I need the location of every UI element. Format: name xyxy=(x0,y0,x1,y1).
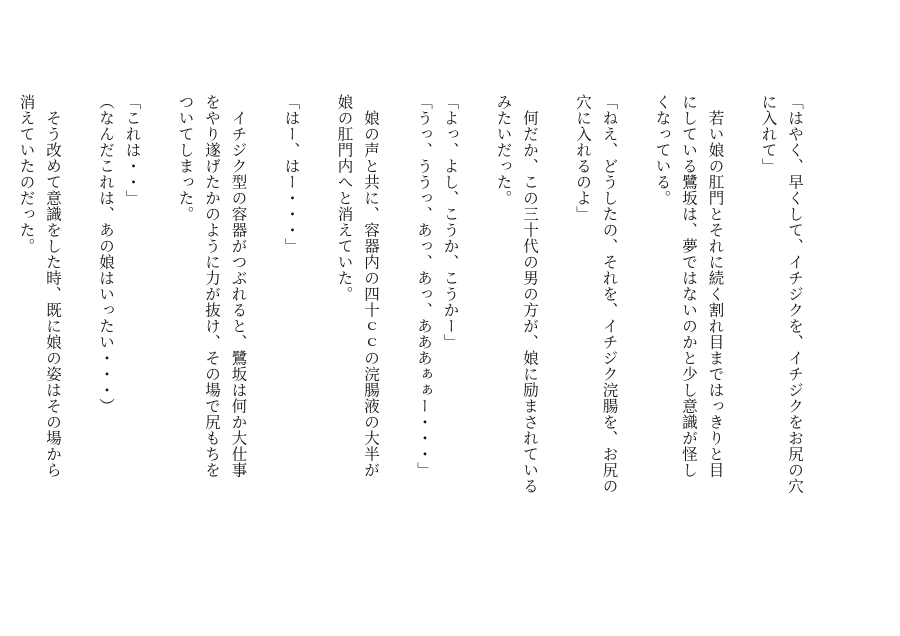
text-line: 「ねえ、どうしたの、それを、イチジク浣腸を、お尻の xyxy=(600,94,619,494)
line-spacer xyxy=(252,94,279,564)
line-spacer xyxy=(623,94,650,564)
text-line: くなっている。 xyxy=(653,94,672,206)
vertical-text-body xyxy=(13,94,808,564)
text-line: イチジク型の容器がつぶれると、鷺坂は何か大仕事 xyxy=(229,109,248,478)
text-line: 娘の肛門内へと消えていた。 xyxy=(335,94,354,302)
text-line: 消えていたのだった。 xyxy=(17,94,36,254)
text-line: みたいだった。 xyxy=(494,94,513,206)
line-spacer xyxy=(464,94,491,564)
text-line: 「うっ、ううっ、あっ、あっ、あああぁぁー・・・」 xyxy=(415,94,433,478)
text-line: をやり遂げたかのように力が抜け、その場で尻もちを xyxy=(203,94,221,478)
text-line: （なんだこれは、あの娘はいったい・・・） xyxy=(97,94,115,414)
text-line: にしている鷺坂は、夢ではないのかと少し意識が怪し xyxy=(680,94,698,478)
line-spacer xyxy=(543,94,570,564)
line-spacer xyxy=(384,94,411,564)
text-line: に入れて」 xyxy=(759,94,778,174)
text-line: 「これは・・」 xyxy=(123,94,142,206)
text-line: ついてしまった。 xyxy=(176,94,195,222)
text-line: 娘の声と共に、容器内の四十ｃｃの浣腸液の大半が xyxy=(362,109,380,478)
line-spacer xyxy=(729,94,756,564)
text-line: 「はー、はー・・・」 xyxy=(282,94,301,254)
text-line: 穴に入れるのよ」 xyxy=(574,94,592,222)
text-line: 「はやく、早くして、イチジクを、イチジクをお尻の穴 xyxy=(786,94,804,494)
line-spacer xyxy=(146,94,173,564)
line-spacer xyxy=(66,94,93,564)
text-line: 若い娘の肛門とそれに続く割れ目まではっきりと目 xyxy=(706,109,725,478)
line-spacer xyxy=(305,94,332,564)
text-line: 「よっ、よし、こうか、こうかー」 xyxy=(441,94,460,350)
text-line: 何だか、この三十代の男の方が、娘に励まされている xyxy=(521,109,539,494)
text-line: そう改めて意識をした時、既に娘の姿はその場から xyxy=(44,109,62,478)
